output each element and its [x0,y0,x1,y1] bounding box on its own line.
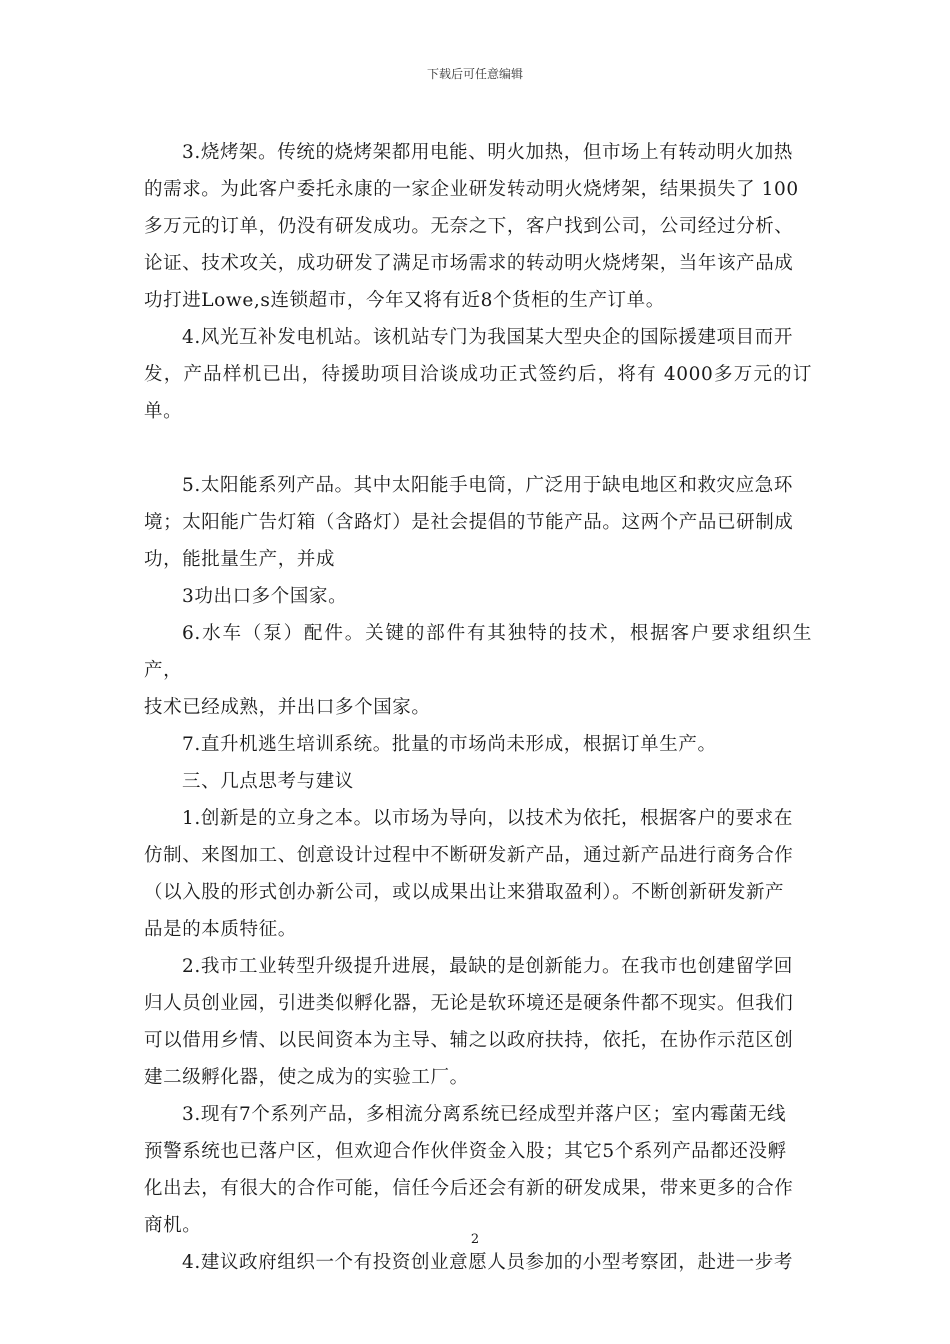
paragraph-solar-export: 3功出口多个国家。 [182,586,348,607]
page-number: 2 [470,1232,480,1247]
paragraph-product-series: 3.现有7个系列产品，多相流分离系统已经成型并落户区；室内霉菌无线 预警系统也已落户区，但欢迎合作伙伴资金入股；其它5个系列产品都还没孵 化出去，有很大的合作可能，信任今后还会有新的研发成果，带来更多的合作 商机。 [144,1104,794,1236]
page-header: 下载后可任意编辑 [426,67,523,81]
paragraph-delegation: 4.建议政府组织一个有投资创业意愿人员参加的小型考察团，赴进一步考 [182,1252,793,1273]
paragraph-helicopter-training: 7.直升机逃生培训系统。批量的市场尚未形成，根据订单生产。 [182,734,717,755]
paragraph-solar-products: 5.太阳能系列产品。其中太阳能手电筒，广泛用于缺电地区和救灾应急环 境；太阳能广告灯箱（含路灯）是社会提倡的节能产品。这两个产品已研制成 功，能批量生产，并成 [144,475,794,570]
document-body [144,134,812,1281]
paragraph-wind-solar-station: 4.风光互补发电机站。该机站专门为我国某大型央企的国际援建项目而开 发，产品样机已出，待援助项目洽谈成功正式签约后，将有 4000多万元的订单。 [144,327,812,422]
paragraph-incubator: 2.我市工业转型升级提升进展，最缺的是创新能力。在我市也创建留学回 归人员创业园，引进类似孵化器，无论是软环境还是硬条件都不现实。但我们 可以借用乡情、以民间资本为主导、辅之以政府扶持，依托，在协作示范区创 建二级孵化器，使之成为的实验工厂。 [144,956,794,1088]
section-heading-suggestions: 三、几点思考与建议 [182,771,354,792]
paragraph-waterwheel-parts: 6.水车（泵）配件。关键的部件有其独特的技术，根据客户要求组织生产， 技术已经成熟，并出口多个国家。 [144,623,812,718]
paragraph-bbq-grill: 3.烧烤架。传统的烧烤架都用电能、明火加热，但市场上有转动明火加热 的需求。为此客户委托永康的一家企业研发转动明火烧烤架，结果损失了 100 多万元的订单，仍没有研发成功。无奈之下，客户找到公司，公司经过分析、 论证、技术攻关，成功研发了满足市场需求的转动明火烧烤架，当年该产品成 功打进Lowe,s连锁超市，今年又将有近8个货柜的生产订单。 [144,142,799,311]
paragraph-innovation: 1.创新是的立身之本。以市场为导向，以技术为依托，根据客户的要求在 仿制、来图加工、创意设计过程中不断研发新产品，通过新产品进行商务合作 （以入股的形式创办新公司，或以成果出让来猎取盈利）。不断创新研发新产 品是的本质特征。 [144,808,794,940]
